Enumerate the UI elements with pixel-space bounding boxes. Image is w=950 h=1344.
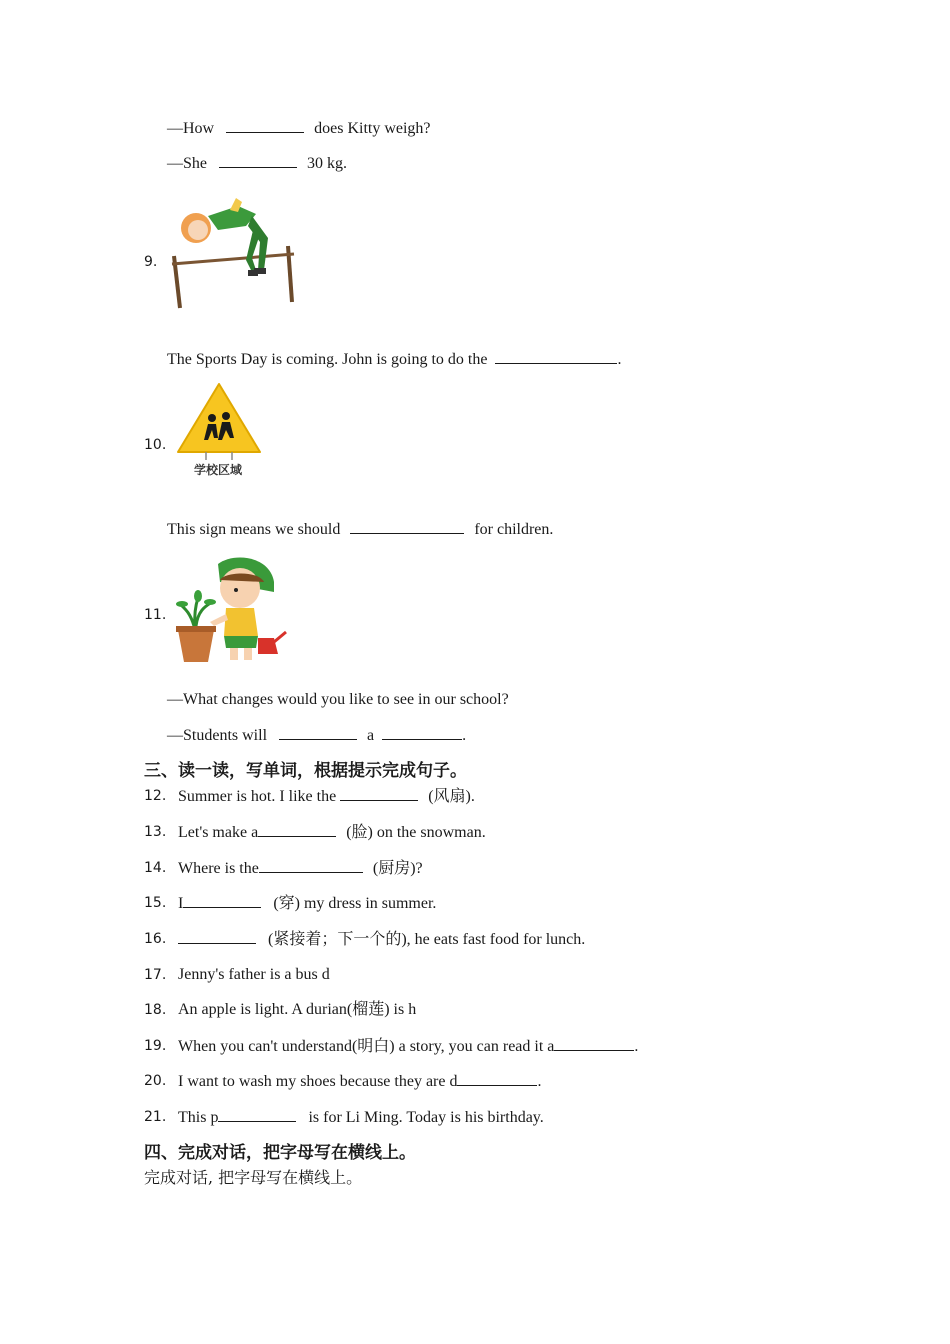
q9-sentence-start: The Sports Day is coming. John is going to do the xyxy=(167,351,488,368)
q21-sentence xyxy=(178,1107,544,1128)
q11-line2-start: —Students will xyxy=(167,727,268,744)
q14-sentence xyxy=(178,858,423,879)
q16-text-end: (紧接着；下一个的), he eats fast food for lunch. xyxy=(264,931,586,948)
q19-sentence xyxy=(178,1036,638,1057)
q18-sentence: An apple is light. A durian(榴莲) is h xyxy=(178,1001,417,1018)
q11-line2-mid: a xyxy=(367,727,375,744)
q17-number: 17. xyxy=(144,967,167,983)
q11-blank-1[interactable] xyxy=(279,725,357,740)
q21-text-start: This p xyxy=(178,1109,219,1126)
q8-line2 xyxy=(167,153,347,174)
q8-line1-start: —How xyxy=(167,120,215,137)
q16-number: 16. xyxy=(144,931,167,947)
q13-text-end: (脸) on the snowman. xyxy=(342,824,486,841)
q9-blank[interactable] xyxy=(495,349,617,364)
q10-blank[interactable] xyxy=(350,519,464,534)
q20-number: 20. xyxy=(144,1073,167,1089)
q19-number: 19. xyxy=(144,1038,167,1054)
high-jump-image xyxy=(168,186,300,312)
q14-text-start: Where is the xyxy=(178,860,259,877)
q10-sentence-end: for children. xyxy=(474,521,554,538)
section-4-title: 四、完成对话，把字母写在横线上。 xyxy=(144,1143,416,1163)
q19-blank[interactable] xyxy=(554,1036,634,1051)
section-3-title: 三、读一读，写单词，根据提示完成句子。 xyxy=(144,761,467,781)
q11-blank-2[interactable] xyxy=(382,725,462,740)
q9-sentence xyxy=(167,349,621,370)
section-4-subtitle: 完成对话, 把字母写在横线上。 xyxy=(144,1168,363,1187)
q21-number: 21. xyxy=(144,1109,167,1125)
q8-blank-1[interactable] xyxy=(226,118,304,133)
q14-text-end: (厨房)? xyxy=(368,860,423,877)
q10-sentence xyxy=(167,519,553,540)
q11-line1: —What changes would you like to see in our school? xyxy=(167,691,509,708)
q12-number: 12. xyxy=(144,788,167,804)
q15-number: 15. xyxy=(144,895,167,911)
q11-number: 11. xyxy=(144,607,167,623)
q10-sentence-start: This sign means we should xyxy=(167,521,341,538)
q15-text-end: (穿) my dress in summer. xyxy=(269,895,437,912)
q21-blank[interactable] xyxy=(218,1107,296,1122)
q14-number: 14. xyxy=(144,860,167,876)
q8-line2-end: 30 kg. xyxy=(307,155,347,172)
q19-text-start: When you can't understand(明白) a story, you can read it a xyxy=(178,1038,555,1055)
q9-sentence-end: . xyxy=(617,351,622,368)
q21-text-end: is for Li Ming. Today is his birthday. xyxy=(304,1109,544,1126)
q11-line2-end: . xyxy=(462,727,467,744)
q17-sentence: Jenny's father is a bus d xyxy=(178,966,330,983)
q16-blank[interactable] xyxy=(178,929,256,944)
q10-number: 10. xyxy=(144,437,167,453)
boy-planting-image xyxy=(174,552,288,666)
q20-blank[interactable] xyxy=(457,1071,537,1086)
q19-text-end: . xyxy=(634,1038,639,1055)
q8-blank-2[interactable] xyxy=(219,153,297,168)
q20-text-end: . xyxy=(537,1073,542,1090)
q12-text-start: Summer is hot. I like the xyxy=(178,788,341,805)
q12-sentence xyxy=(178,786,475,807)
q11-line2 xyxy=(167,725,466,746)
q13-sentence xyxy=(178,822,486,843)
q12-text-end: (风扇). xyxy=(424,788,475,805)
q20-text-start: I want to wash my shoes because they are d xyxy=(178,1073,458,1090)
q14-blank[interactable] xyxy=(259,858,363,873)
q8-line1 xyxy=(167,118,431,139)
q12-blank[interactable] xyxy=(340,786,418,801)
q13-blank[interactable] xyxy=(258,822,336,837)
q15-text-start: I xyxy=(178,895,184,912)
q16-sentence xyxy=(178,929,585,950)
q8-line2-start: —She xyxy=(167,155,207,172)
q15-sentence xyxy=(178,893,436,914)
q9-number: 9. xyxy=(144,254,158,270)
q13-text-start: Let's make a xyxy=(178,824,259,841)
q18-number: 18. xyxy=(144,1002,167,1018)
q8-line1-end: does Kitty weigh? xyxy=(314,120,431,137)
q20-sentence xyxy=(178,1071,541,1092)
q15-blank[interactable] xyxy=(183,893,261,908)
school-zone-label: 学校区域 xyxy=(194,463,243,477)
q13-number: 13. xyxy=(144,824,167,840)
